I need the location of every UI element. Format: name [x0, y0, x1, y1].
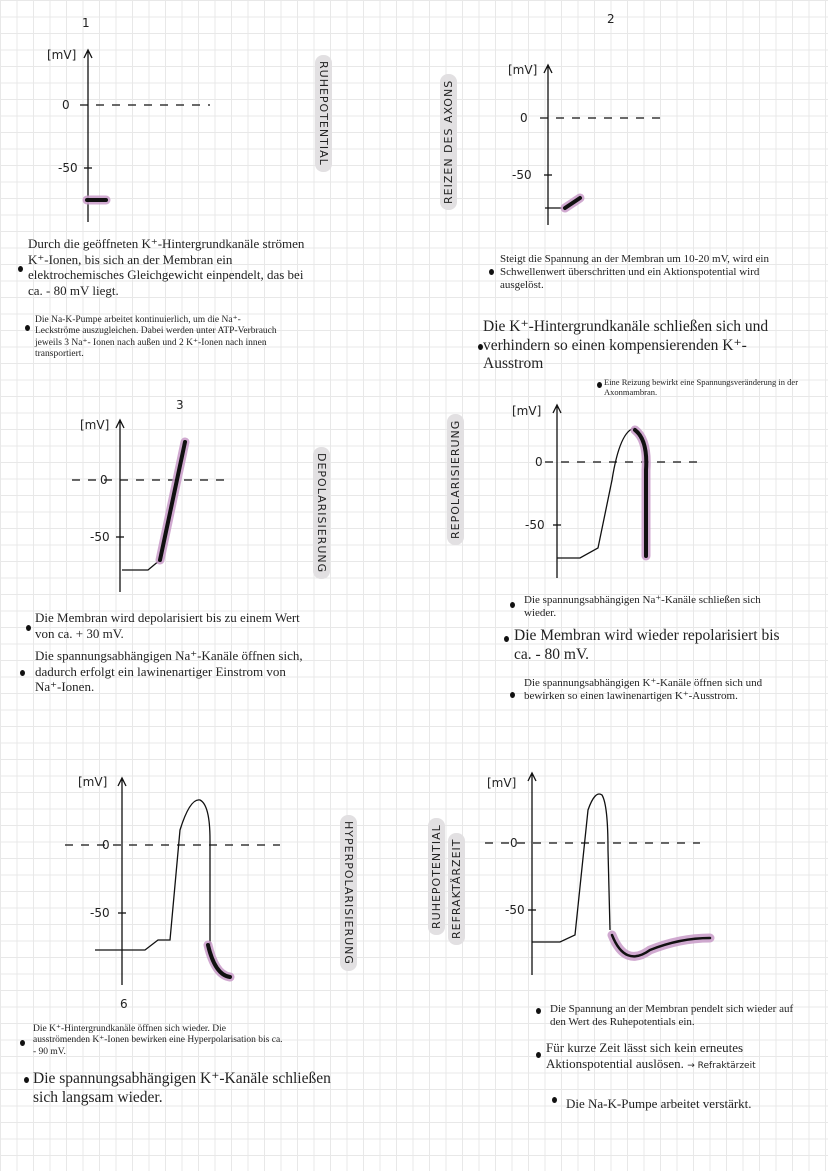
text-reizung: Eine Reizung bewirkt eine Spannungsveränderung in der Axonmambran.: [604, 377, 799, 398]
text-depolarisiert: Die Membran wird depolarisiert bis zu einem Wert von ca. + 30 mV.: [35, 610, 300, 641]
text-na-kanaele-oeffnen: Die spannungsabhängigen Na⁺-Kanäle öffnen sich, dadurch erfolgt ein lawinenartiger Einstrom von Na⁺-Ionen.: [35, 648, 303, 695]
label-depolarisierung: DEPOLARISIERUNG: [313, 447, 330, 579]
bullet: [489, 269, 494, 275]
panel-number-3: 3: [176, 398, 184, 412]
text-na-k-pumpe: Die Na-K-Pumpe arbeitet kontinuierlich, um die Na⁺-Leckströme auszugleichen. Dabei werden unter ATP-Verbrauch jeweils 3 Na⁺- Ionen nach außen und 2 K⁺-Ionen nach innen transportiert.: [35, 315, 277, 360]
bullet: [552, 1097, 557, 1103]
axis-unit-3: [mV]: [80, 418, 110, 432]
note-refraktaerzeit: → Refraktärzeit: [687, 1060, 756, 1071]
label-ruhepotential-2: RUHEPOTENTIAL: [428, 818, 445, 935]
text-ruhepotential: Durch die geöffneten K⁺-Hintergrundkanäle strömen K⁺-Ionen, bis sich an der Membran ein elektrochemisches Gleichgewicht einpendelt, das bei ca. - 80 mV liegt.: [28, 236, 305, 298]
axis-unit-1: [mV]: [47, 48, 77, 62]
bullet: [536, 1008, 541, 1014]
tick-0-3: 0: [100, 473, 108, 487]
label-ruhepotential: RUHEPOTENTIAL: [315, 55, 332, 172]
panel-number-2: 2: [607, 12, 615, 26]
tick-50-2: -50: [512, 168, 532, 182]
y-axis-6: [528, 773, 536, 975]
label-reizen-des-axons: REIZEN DES AXONS: [440, 74, 457, 210]
text-na-kanaele-schliessen: Die spannungsabhängigen Na⁺-Kanäle schließen sich wieder.: [524, 594, 761, 620]
y-axis-2: [544, 65, 552, 225]
bullet: [26, 625, 31, 631]
text-pendelt-ein: Die Spannung an der Membran pendelt sich wieder auf den Wert des Ruhepotentials ein.: [550, 1003, 794, 1029]
bullet: [510, 692, 515, 698]
axis-unit-2: [mV]: [508, 63, 538, 77]
text-kein-aktionspotential: [546, 1040, 816, 1071]
text-kein-aktionspotential-main: Für kurze Zeit lässt sich kein erneutes Aktionspotential auslösen.: [546, 1040, 744, 1071]
y-axis-3: [116, 420, 124, 592]
tick-50-6: -50: [505, 903, 525, 917]
tick-0-4: 0: [535, 455, 543, 469]
tick-50-1: -50: [58, 161, 78, 175]
text-k-kanaele-schliessen-langsam: Die spannungsabhängigen K⁺-Kanäle schließen sich langsam wieder.: [33, 1070, 331, 1106]
bullet: [25, 325, 30, 331]
bullet: [20, 1040, 25, 1046]
axis-unit-4: [mV]: [512, 404, 542, 418]
axis-unit-5: [mV]: [78, 775, 108, 789]
panel-number-5: 6: [120, 997, 128, 1011]
bullet: [536, 1052, 541, 1058]
y-axis-4: [553, 405, 561, 578]
bullet: [18, 266, 23, 272]
bullet: [597, 382, 602, 388]
bullet: [504, 636, 509, 642]
tick-0-6: 0: [510, 836, 518, 850]
label-refraktaerzeit: REFRAKTÄRZEIT: [448, 833, 465, 945]
label-repolarisierung: REPOLARISIERUNG: [447, 414, 464, 545]
text-hyperpolarisation: Die K⁺-Hintergrundkanäle öffnen sich wieder. Die ausströmenden K⁺-Ionen bewirken eine Hyperpolarisation bis ca. - 90 mV.: [33, 1024, 283, 1057]
tick-0-1: 0: [62, 98, 70, 112]
bullet: [24, 1077, 29, 1083]
text-k-kanaele-oeffnen: Die spannungsabhängigen K⁺-Kanäle öffnen sich und bewirken so einen lawinenartigen K⁺-Ausstrom.: [524, 677, 763, 703]
text-na-k-pumpe-verstaerkt: Die Na-K-Pumpe arbeitet verstärkt.: [566, 1096, 752, 1111]
tick-50-5: -50: [90, 906, 110, 920]
tick-0-2: 0: [520, 111, 528, 125]
text-repolarisiert: Die Membran wird wieder repolarisiert bis ca. - 80 mV.: [514, 627, 780, 663]
tick-0-5: 0: [102, 838, 110, 852]
bullet: [510, 602, 515, 608]
bullet: [20, 670, 25, 676]
axis-unit-6: [mV]: [487, 776, 517, 790]
tick-50-4: -50: [525, 518, 545, 532]
label-hyperpolarisierung: HYPERPOLARISIERUNG: [340, 815, 357, 971]
text-schwellenwert: Steigt die Spannung an der Membran um 10-20 mV, wird ein Schwellenwert überschritten und ein Aktionspotential wird ausgelöst.: [500, 253, 769, 292]
text-k-kanaele-schliessen: Die K⁺-Hintergrundkanäle schließen sich und verhindern so einen kompensierenden K⁺-Ausstrom: [483, 318, 769, 373]
panel-number-1: 1: [82, 16, 90, 30]
y-axis-5: [118, 778, 126, 985]
tick-50-3: -50: [90, 530, 110, 544]
